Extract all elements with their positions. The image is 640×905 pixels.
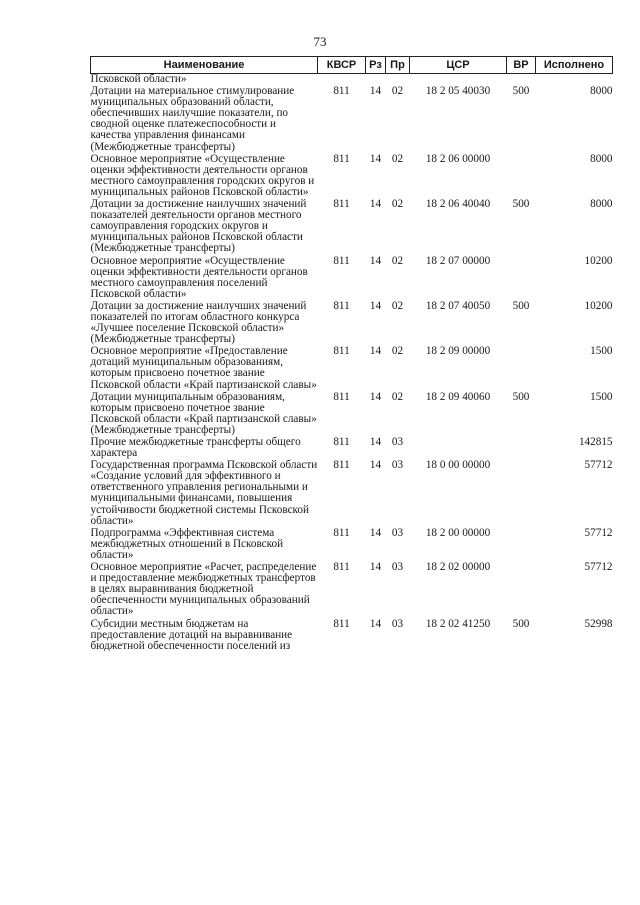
row-csr: 18 2 00 00000 <box>425 526 491 539</box>
table-row <box>91 345 613 390</box>
row-csr: 18 2 09 00000 <box>425 345 491 358</box>
row-kvsr: 811 <box>333 85 350 98</box>
row-pr: 03 <box>391 459 404 472</box>
row-executed: 57712 <box>584 561 613 574</box>
row-executed: 142815 <box>578 436 613 448</box>
row-rz: 14 <box>369 152 382 165</box>
row-executed: 1500 <box>590 345 613 358</box>
row-kvsr: 811 <box>333 152 350 165</box>
row-pr: 02 <box>391 152 404 165</box>
row-executed: 8000 <box>590 198 613 211</box>
row-vr <box>507 561 536 617</box>
row-name: Псковской области» <box>90 73 187 85</box>
page-number: 73 <box>313 34 327 49</box>
row-csr: 18 2 06 00000 <box>425 152 491 165</box>
row-rz: 14 <box>369 436 382 448</box>
row-pr: 02 <box>391 198 404 211</box>
row-executed: 8000 <box>590 85 613 98</box>
row-name: Прочие межбюджетные трансферты общего характера <box>90 436 301 460</box>
row-kvsr: 811 <box>333 299 350 312</box>
row-pr <box>386 74 410 86</box>
table-row <box>91 153 613 198</box>
row-kvsr: 811 <box>333 561 350 574</box>
row-name: Дотации на материальное стимулирование муниципальных образований области, обеспечивших наилучшие показатели, по сводной оценке платежеспособности и качества управления финансами (Межбюджетные трансферты) <box>90 85 295 153</box>
row-vr: 500 <box>512 85 530 98</box>
row-rz: 14 <box>369 561 382 574</box>
row-rz: 14 <box>369 198 382 211</box>
row-vr <box>507 459 536 527</box>
row-name: Подпрограмма «Эффективная система межбюджетных отношений в Псковской области» <box>90 526 284 561</box>
row-rz <box>366 74 386 86</box>
row-kvsr: 811 <box>333 390 350 403</box>
row-rz: 14 <box>369 254 382 267</box>
row-rz: 14 <box>369 85 382 98</box>
row-rz: 14 <box>369 617 382 630</box>
row-name: Основное мероприятие «Предоставление дотаций муниципальным образованиям, которым присвоено почетное звание Псковской области «Край партизанской славы» <box>90 345 317 391</box>
table-row <box>91 527 613 561</box>
row-vr: 500 <box>512 390 530 403</box>
table-row <box>91 391 613 436</box>
row-kvsr <box>318 74 366 86</box>
row-name: Государственная программа Псковской области «Создание условий для эффективного и ответственного управления региональными и муниципальными финансами, повышения устойчивости бюджетной системы Псковской области» <box>90 459 318 527</box>
row-pr: 03 <box>391 436 404 448</box>
row-vr <box>507 255 536 300</box>
table-row <box>91 85 613 153</box>
row-name: Дотации за достижение наилучших значений показателей деятельности органов местного самоуправления городских округов и муниципальных районов Псковской области (Межбюджетные трансферты) <box>90 198 307 255</box>
column-header-pr: Пр <box>386 57 410 74</box>
column-header-kvsr: КВСР <box>318 57 366 74</box>
row-pr: 02 <box>391 254 404 267</box>
row-csr: 18 2 07 40050 <box>425 299 491 312</box>
row-csr <box>410 74 507 86</box>
row-csr <box>410 436 507 459</box>
table-header <box>91 57 613 74</box>
row-name: Дотации муниципальным образованиям, которым присвоено почетное звание Псковской области «Край партизанской славы» (Межбюджетные трансферты) <box>90 390 317 436</box>
column-header-executed: Исполнено <box>536 57 613 74</box>
row-csr: 18 2 02 41250 <box>425 617 491 630</box>
row-executed <box>536 74 613 86</box>
row-kvsr: 811 <box>333 459 350 472</box>
row-kvsr: 811 <box>333 617 350 630</box>
row-pr: 03 <box>391 561 404 574</box>
row-csr: 18 2 05 40030 <box>425 85 491 98</box>
table-row <box>91 74 613 86</box>
row-pr: 02 <box>391 85 404 98</box>
row-pr: 02 <box>391 345 404 358</box>
row-name: Основное мероприятие «Расчет, распределение и предоставление межбюджетных трансфертов в целях выравнивания бюджетной обеспеченности муниципальных образований области» <box>90 561 317 618</box>
table-row <box>91 198 613 254</box>
row-pr: 02 <box>391 299 404 312</box>
row-name: Субсидии местным бюджетам на предоставление дотаций на выравнивание бюджетной обеспеченности поселений из <box>90 617 293 652</box>
row-vr <box>507 345 536 390</box>
column-header-rz: Рз <box>366 57 386 74</box>
table-row <box>91 300 613 345</box>
column-header-name: Наименование <box>91 57 318 74</box>
row-vr <box>507 527 536 561</box>
row-executed: 52998 <box>584 617 613 630</box>
row-vr: 500 <box>512 617 530 630</box>
row-executed: 57712 <box>584 526 613 539</box>
column-header-csr: ЦСР <box>410 57 507 74</box>
row-executed: 8000 <box>590 152 613 165</box>
row-vr: 500 <box>512 198 530 211</box>
row-kvsr: 811 <box>333 436 350 448</box>
row-name: Основное мероприятие «Осуществление оценки эффективности деятельности органов местного самоуправления городских округов и муниципальных районов Псковской области» <box>90 152 315 198</box>
row-kvsr: 811 <box>333 345 350 358</box>
row-pr: 02 <box>391 390 404 403</box>
row-vr: 500 <box>512 299 530 312</box>
table-row <box>91 561 613 617</box>
row-csr: 18 2 06 40040 <box>425 198 491 211</box>
row-vr <box>507 436 536 459</box>
table-row <box>91 618 613 652</box>
row-csr: 18 2 07 00000 <box>425 254 491 267</box>
row-pr: 03 <box>391 617 404 630</box>
row-executed: 57712 <box>584 459 613 472</box>
row-csr: 18 0 00 00000 <box>425 459 491 472</box>
row-name: Основное мероприятие «Осуществление оценки эффективности деятельности органов местного самоуправления поселений Псковской области» <box>90 254 308 300</box>
table-row <box>91 436 613 459</box>
row-rz: 14 <box>369 459 382 472</box>
budget-table <box>90 56 613 652</box>
row-vr <box>507 153 536 198</box>
row-rz: 14 <box>369 345 382 358</box>
column-header-vr: ВР <box>507 57 536 74</box>
row-kvsr: 811 <box>333 198 350 211</box>
row-executed: 10200 <box>584 299 613 312</box>
row-kvsr: 811 <box>333 526 350 539</box>
row-executed: 10200 <box>584 254 613 267</box>
row-vr <box>507 74 536 86</box>
row-rz: 14 <box>369 526 382 539</box>
row-csr: 18 2 09 40060 <box>425 390 491 403</box>
table-row <box>91 255 613 300</box>
row-pr: 03 <box>391 526 404 539</box>
table-row <box>91 459 613 527</box>
row-name: Дотации за достижение наилучших значений показателей по итогам областного конкурса «Лучшее поселение Псковской области» (Межбюджетные трансферты) <box>90 299 307 346</box>
row-rz: 14 <box>369 390 382 403</box>
row-executed: 1500 <box>590 390 613 403</box>
table-body <box>91 74 613 652</box>
row-kvsr: 811 <box>333 254 350 267</box>
row-rz: 14 <box>369 299 382 312</box>
row-csr: 18 2 02 00000 <box>425 561 491 574</box>
